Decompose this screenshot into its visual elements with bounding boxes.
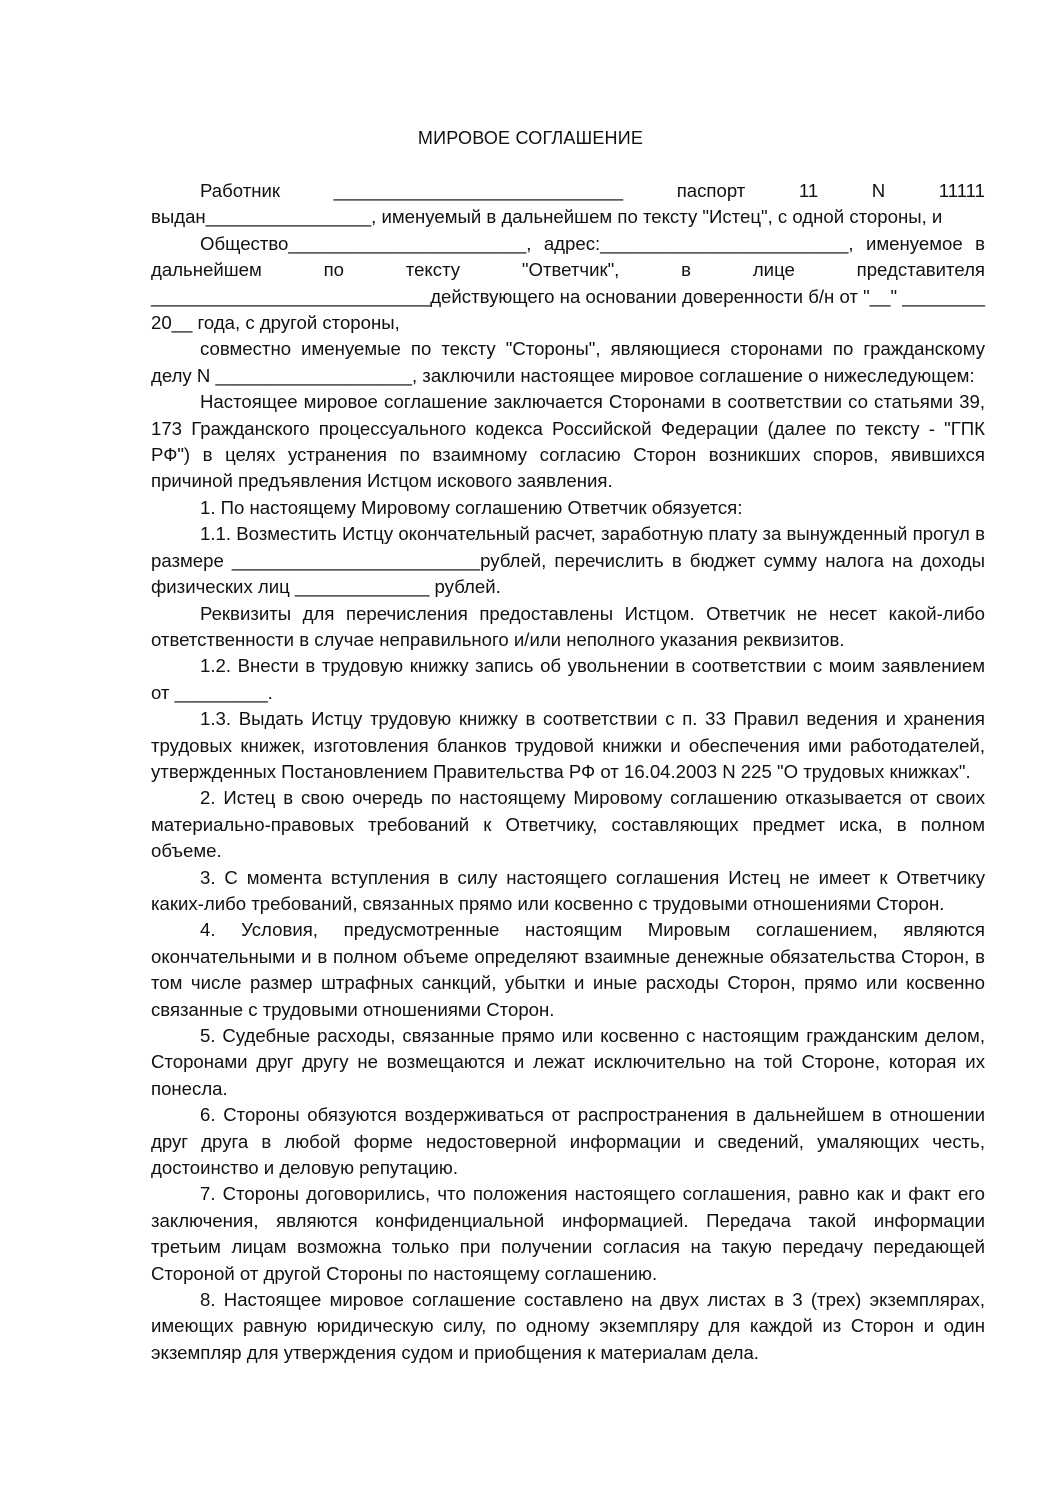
passport-label: паспорт bbox=[676, 180, 746, 201]
paragraph-preamble: Настоящее мировое соглашение заключается Сторонами в соответствии со статьями 39, 173 Гражданского процессуального кодекса Российской Федерации (далее по тексту - "ГПК РФ") в целях устранения по взаимному согласию Сторон возникших споров, явившихся причиной предъявления Истцом искового заявления. bbox=[151, 391, 985, 492]
paragraph-clause-1-1: 1.1. Возместить Истцу окончательный расчет, заработную плату за вынужденный прогул в размере ________________________рублей, перечислить в бюджет сумму налога на доходы физических лиц _____________ рублей. bbox=[151, 523, 985, 598]
document-title: МИРОВОЕ СОГЛАШЕНИЕ bbox=[417, 128, 644, 148]
paragraph-requisites: Реквизиты для перечисления предоставлены Истцом. Ответчик не несет какой-либо ответственности в случае неправильного и/или неполного указания реквизитов. bbox=[151, 602, 985, 650]
paragraph-clause-2: 2. Истец в свою очередь по настоящему Мировому соглашению отказывается от своих материально-правовых требований к Ответчику, составляющих предмет иска, в полном объеме. bbox=[151, 787, 985, 862]
passport-number: 11111 bbox=[938, 180, 985, 201]
document-body bbox=[151, 178, 985, 1366]
employee-label: Работник bbox=[200, 180, 281, 201]
employee-row bbox=[151, 178, 985, 204]
paragraph-clause-4: 4. Условия, предусмотренные настоящим Мировым соглашением, являются окончательными и в полном объеме определяют взаимные денежные обязательства Сторон, в том числе размер штрафных санкций, убытки и иные расходы Сторон, прямо или косвенно связанные с трудовыми отношениями Сторон. bbox=[151, 919, 985, 1020]
paragraph-clause-1: 1. По настоящему Мировому соглашению Ответчик обязуется: bbox=[200, 496, 743, 518]
paragraph-clause-8: 8. Настоящее мировое соглашение составлено на двух листах в 3 (трех) экземплярах, имеющих равную юридическую силу, по одному экземпляру для каждой из Сторон и один экземпляр для утверждения судом и приобщения к материалам дела. bbox=[151, 1289, 985, 1363]
paragraph-parties: совместно именуемые по тексту "Стороны", являющиеся сторонами по гражданскому делу N ___________________, заключили настоящее мировое соглашение о нижеследующем: bbox=[151, 338, 985, 386]
paragraph-issued: выдан________________, именуемый в дальнейшем по тексту "Истец", с одной стороны, и bbox=[151, 206, 943, 228]
paragraph-clause-3: 3. С момента вступления в силу настоящего соглашения Истец не имеет к Ответчику каких-либо требований, связанных прямо или косвенно с трудовыми отношениями Сторон. bbox=[151, 866, 985, 914]
paragraph-clause-1-2: 1.2. Внести в трудовую книжку запись об увольнении в соответствии с моим заявлением от _________. bbox=[151, 655, 985, 703]
paragraph-clause-6: 6. Стороны обязуются воздерживаться от распространения в дальнейшем в отношении друг друга в любой форме недостоверной информации и сведений, умаляющих честь, достоинство и деловую репутацию. bbox=[151, 1104, 985, 1179]
paragraph-clause-1-3: 1.3. Выдать Истцу трудовую книжку в соответствии с п. 33 Правил ведения и хранения трудовых книжек, изготовления бланков трудовой книжки и обеспечения ими работодателей, утвержденных Постановлением Правительства РФ от 16.04.2003 N 225 "О трудовых книжках". bbox=[151, 708, 985, 782]
paragraph-clause-5: 5. Судебные расходы, связанные прямо или косвенно с настоящим гражданским делом, Сторонами друг другу не возмещаются и лежат исключительно на той Стороне, которая их понесла. bbox=[151, 1025, 985, 1099]
paragraph-clause-7: 7. Стороны договорились, что положения настоящего соглашения, равно как и факт его заключения, являются конфиденциальной информацией. Передача такой информации третьим лицам возможна только при получении согласия на такую передачу передающей Стороной от другой Стороны по настоящему соглашению. bbox=[151, 1183, 985, 1284]
passport-n-label: N bbox=[871, 180, 886, 201]
paragraph-company: Общество_______________________, адрес:________________________, именуемое в дальнейшем по тексту "Ответчик", в лице представителя ___________________________действующего на основании доверенности б/н от "__" ________ 20__ года, с другой стороны, bbox=[151, 232, 985, 334]
employee-name-blank: ____________________________ bbox=[333, 180, 624, 201]
passport-series: 11 bbox=[798, 180, 819, 201]
